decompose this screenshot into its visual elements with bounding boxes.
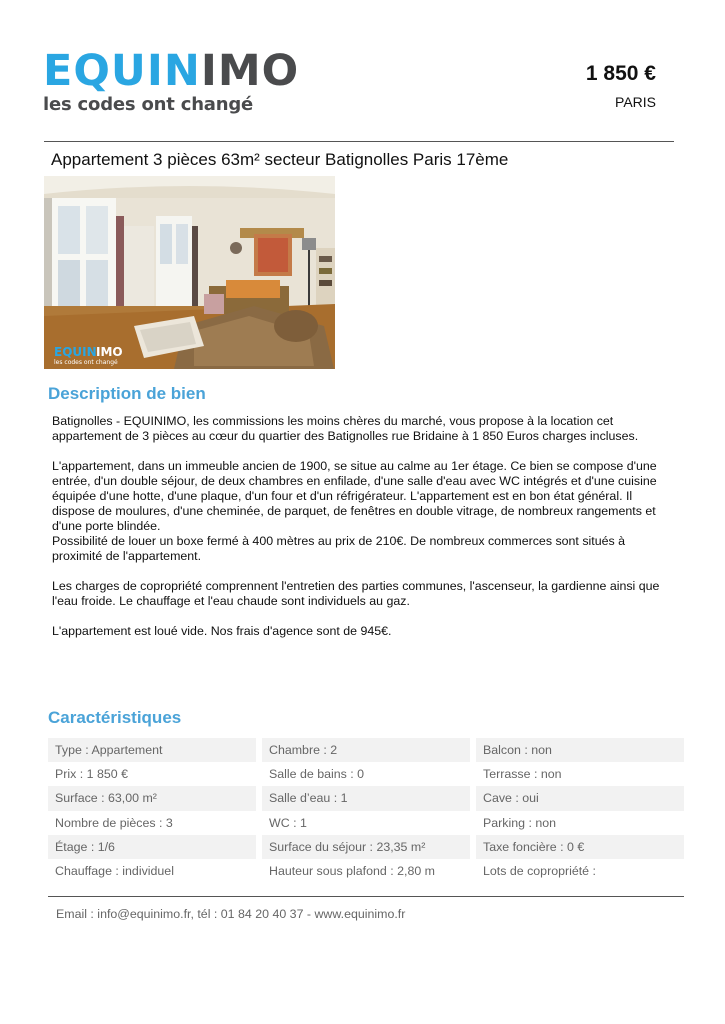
description-paragraph: L'appartement est loué vide. Nos frais d'agence sont de 945€.: [52, 624, 392, 638]
feature-surface: Surface : 63,00 m²: [48, 786, 256, 810]
photo-watermark-part-2: IMO: [96, 345, 123, 359]
feature-ceiling-height: Hauteur sous plafond : 2,80 m: [269, 863, 435, 878]
features-row: [48, 762, 684, 786]
description-paragraph: L'appartement, dans un immeuble ancien de 1900, se situe au calme au 1er étage. Ce bien se compose d'une entrée, d'un double séjour, de deux chambres en enfilade, d'une salle d'eau avec WC intégrés et d'une cuisine équipée d'une hotte, d'une plaque, d'un four et d'un réfrigérateur. L'appartement est en bon état général. Il dispose de moulures, d'une cheminée, de parquet, de fenêtres en double vitrage, de nombreux rangements et d'une porte blindée.: [52, 459, 657, 533]
feature-rooms: Nombre de pièces : 3: [55, 815, 173, 830]
footer-divider: [48, 896, 684, 897]
photo-watermark-tagline: les codes ont changé: [54, 359, 118, 366]
features-table: [48, 738, 684, 883]
listing-city: PARIS: [615, 94, 656, 110]
features-row: [48, 811, 684, 835]
feature-price: Prix : 1 850 €: [55, 767, 129, 782]
feature-living-room-surface: Surface du séjour : 23,35 m²: [262, 835, 470, 859]
logo-wordmark: [43, 46, 300, 96]
logo-part-1: EQUIN: [43, 46, 201, 96]
logo-tagline: les codes ont changé: [43, 94, 254, 115]
photo-watermark-part-1: EQUIN: [54, 345, 97, 359]
feature-co-ownership-lots: Lots de copropriété :: [483, 863, 596, 878]
features-heading: Caractéristiques: [48, 708, 182, 727]
description-paragraph: Les charges de copropriété comprennent l'entretien des parties communes, l'ascenseur, la gardienne ainsi que l'eau froide. Le chauffage et l'eau chaude sont individuels au gaz.: [52, 579, 660, 608]
feature-property-tax: Taxe foncière : 0 €: [476, 835, 684, 859]
listing-title: Appartement 3 pièces 63m² secteur Batignolles Paris 17ème: [51, 150, 509, 169]
feature-type: Type : Appartement: [48, 738, 256, 762]
feature-cellar: Cave : oui: [476, 786, 684, 810]
features-row: [48, 859, 684, 883]
features-row: [48, 835, 684, 859]
feature-parking: Parking : non: [483, 815, 557, 830]
feature-balcony: Balcon : non: [476, 738, 684, 762]
header-divider: [44, 141, 674, 142]
logo-part-2: IMO: [200, 46, 300, 96]
features-row: [48, 738, 684, 762]
feature-heating: Chauffage : individuel: [55, 863, 174, 878]
description-paragraph: Possibilité de louer un boxe fermé à 400 mètres au prix de 210€. De nombreux commerces sont situés à proximité de l'appartement.: [52, 534, 626, 563]
feature-wc: WC : 1: [269, 815, 307, 830]
features-row: [48, 786, 684, 810]
feature-bedrooms: Chambre : 2: [262, 738, 470, 762]
feature-bathrooms: Salle de bains : 0: [269, 767, 365, 782]
footer-contact: Email : info@equinimo.fr, tél : 01 84 20 40 37 - www.equinimo.fr: [56, 907, 406, 921]
listing-photo: [44, 176, 335, 369]
equinimo-logo: [43, 46, 300, 115]
feature-floor: Étage : 1/6: [48, 835, 256, 859]
description-body: [52, 414, 662, 654]
listing-price: 1 850 €: [585, 62, 656, 85]
feature-shower-rooms: Salle d’eau : 1: [262, 786, 470, 810]
description-paragraph: Batignolles - EQUINIMO, les commissions les moins chères du marché, vous propose à la location cet appartement de 3 pièces au cœur du quartier des Batignolles rue Bridaine à 1 850 Euros charges incluses.: [52, 414, 639, 443]
description-heading: Description de bien: [48, 384, 206, 403]
feature-terrace: Terrasse : non: [483, 767, 562, 782]
